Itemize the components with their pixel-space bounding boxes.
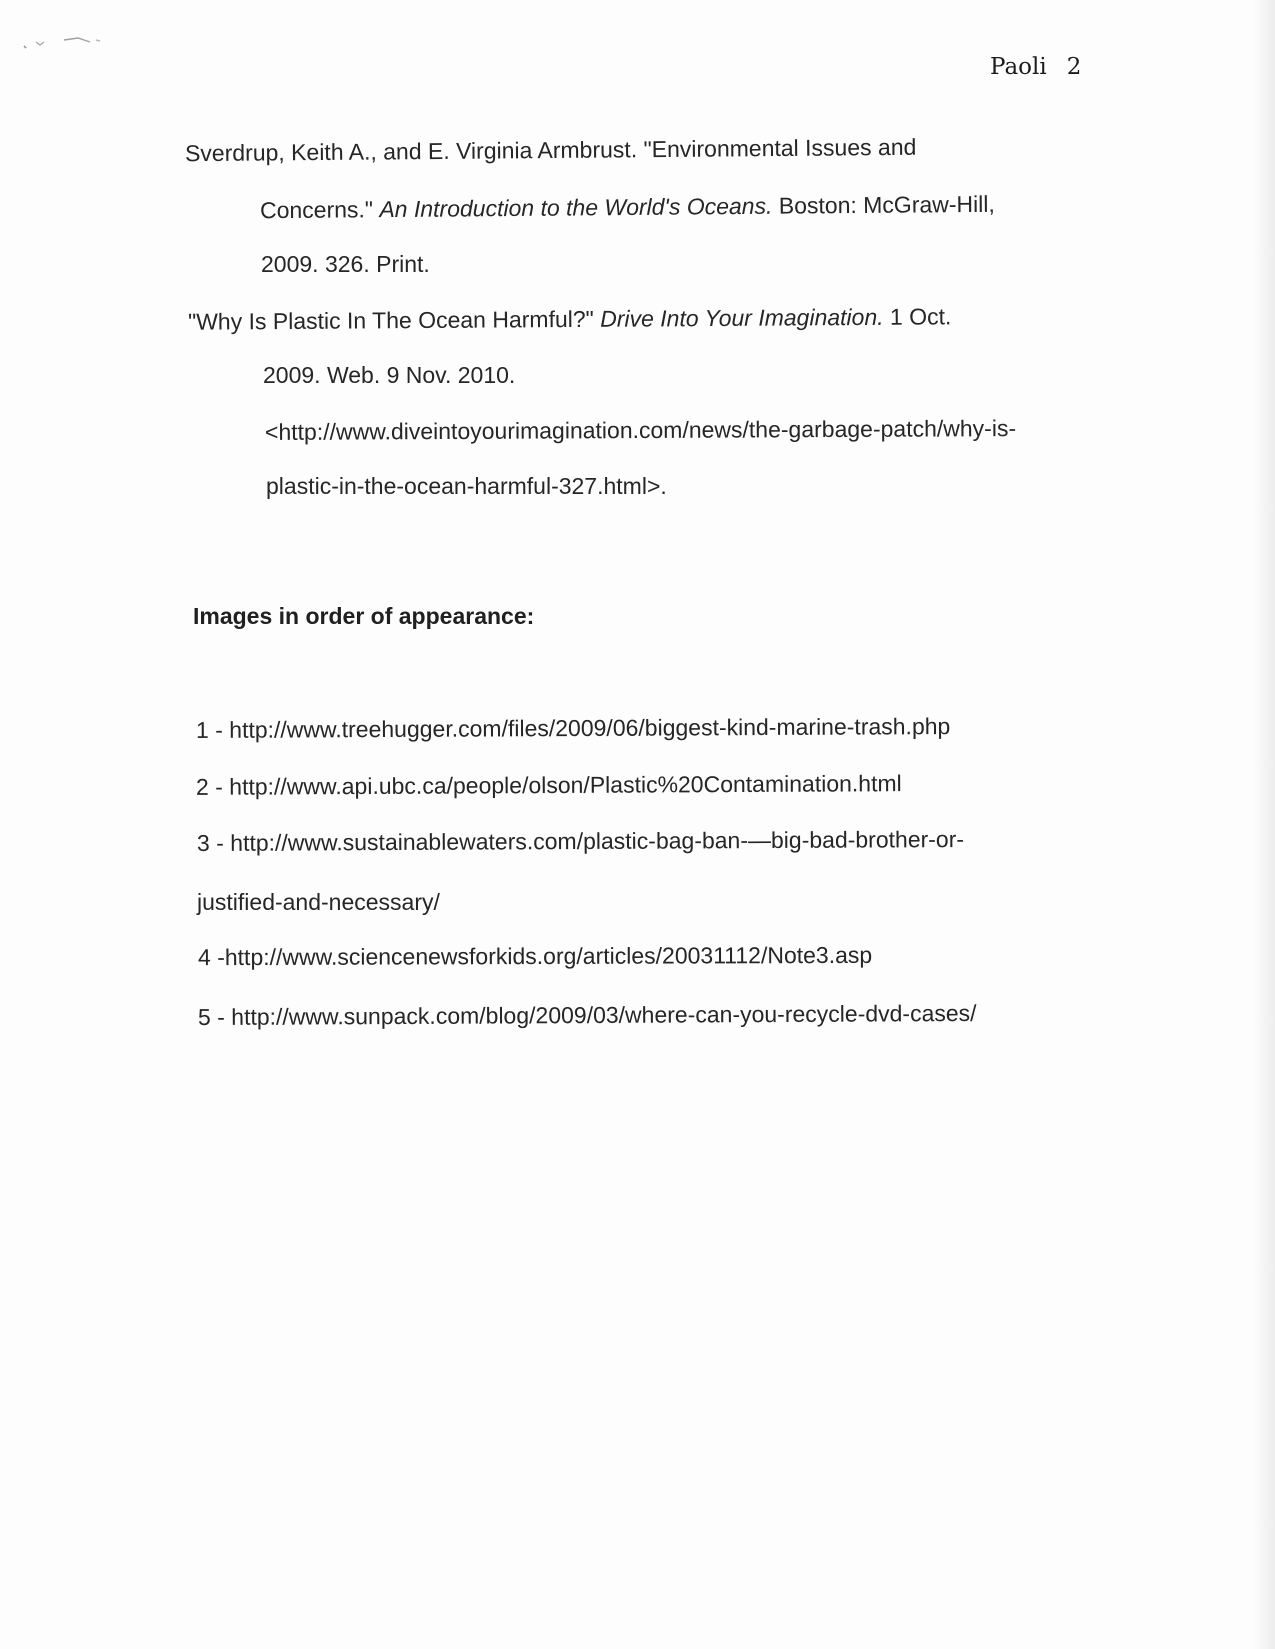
citation-text: "Why Is Plastic In The Ocean Harmful?" xyxy=(187,305,601,335)
page-number: 2 xyxy=(1066,54,1082,80)
citation-1-line-2 xyxy=(260,190,995,224)
citation-text: Boston: McGraw-Hill, xyxy=(772,190,995,219)
citation-text: 1 Oct. xyxy=(883,303,952,330)
scan-mark xyxy=(20,34,110,52)
citation-title-italic: An Introduction to the World's Oceans. xyxy=(379,192,773,223)
citation-title-italic: Drive Into Your Imagination. xyxy=(600,303,884,332)
citation-2-line-1 xyxy=(188,302,952,335)
image-source-5: 5 - http://www.sunpack.com/blog/2009/03/where-can-you-recycle-dvd-cases/ xyxy=(197,999,977,1031)
image-source-1: 1 - http://www.treehugger.com/files/2009/06/biggest-kind-marine-trash.php xyxy=(195,713,951,743)
image-source-2: 2 - http://www.api.ubc.ca/people/olson/Plastic%20Contamination.html xyxy=(195,770,902,800)
citation-text: Sverdrup, Keith A., and E. Virginia Armbrust. "Environmental Issues and xyxy=(184,133,917,167)
image-source-4: 4 -http://www.sciencenewsforkids.org/articles/20031112/Note3.asp xyxy=(197,941,873,971)
image-source-3: 3 - http://www.sustainablewaters.com/plastic-bag-ban-—big-bad-brother-or- xyxy=(196,825,965,857)
citation-2-line-2 xyxy=(263,361,515,389)
citation-text: Concerns." xyxy=(259,196,380,224)
citation-url: <http://www.diveintoyourimagination.com/news/the-garbage-patch/why-is- xyxy=(264,415,1017,445)
citation-1-line-1 xyxy=(185,133,917,167)
citation-2-line-4 xyxy=(266,472,667,500)
author-surname: Paoli xyxy=(990,54,1047,80)
citation-url: plastic-in-the-ocean-harmful-327.html>. xyxy=(266,473,667,499)
image-source-3-continued: justified-and-necessary/ xyxy=(197,889,440,915)
citation-text: 2009. Web. 9 Nov. 2010. xyxy=(263,362,516,388)
running-head xyxy=(990,54,1081,80)
citation-1-line-3 xyxy=(261,250,430,278)
citation-text: 2009. 326. Print. xyxy=(261,251,430,277)
scan-shadow-edge xyxy=(1253,0,1275,1649)
images-heading: Images in order of appearance: xyxy=(193,603,535,629)
citation-2-line-3 xyxy=(265,414,1016,446)
